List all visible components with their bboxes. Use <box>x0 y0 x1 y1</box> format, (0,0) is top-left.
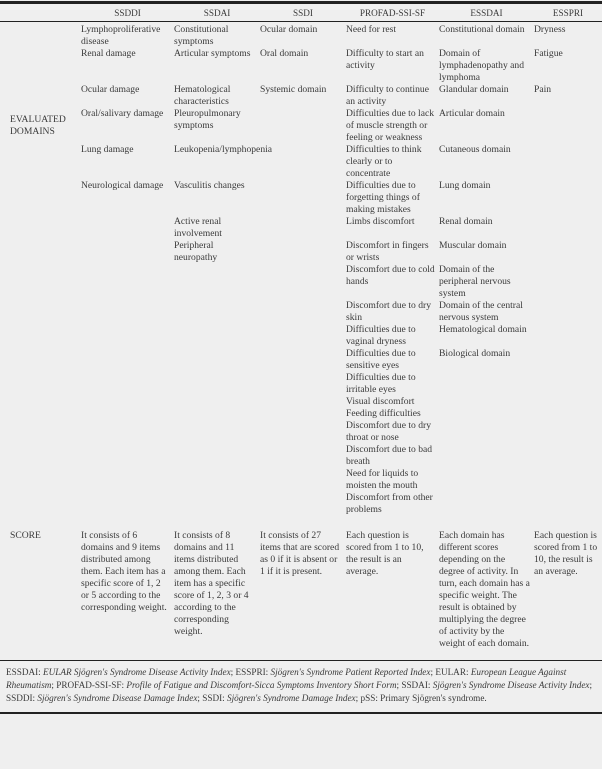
domain-cell: Domain of lymphadenopathy and lymphoma <box>439 48 524 83</box>
domain-cell: Renal damage <box>81 48 136 59</box>
footnote-definition: Sjögren's Syndrome Damage Index <box>227 693 356 703</box>
domain-cell: Discomfort due to dry skin <box>346 300 431 323</box>
domain-cell: Oral domain <box>260 48 309 59</box>
domain-cell: Dryness <box>534 24 566 35</box>
domain-cell: Difficulties to think clearly or to concentrate <box>346 144 422 179</box>
footnote-abbr: SSDAI: <box>401 680 433 690</box>
domain-cell: Neurological damage <box>81 180 164 191</box>
score-row <box>0 516 602 656</box>
domain-cell: Biological domain <box>439 348 511 359</box>
footnote-separator: . <box>484 693 487 703</box>
score-cell: It consists of 27 items that are scored as 0 if it is absent or 1 if it is present. <box>260 530 340 577</box>
header-row <box>0 4 602 22</box>
domain-cell: Constitutional domain <box>439 24 525 35</box>
header-corner <box>0 7 81 19</box>
domain-cell: Difficulty to start an activity <box>346 48 424 71</box>
domain-cell: Discomfort due to bad breath <box>346 444 433 467</box>
domain-cell: Difficulties due to sensitive eyes <box>346 348 416 371</box>
domain-cell: Domain of the central nervous system <box>439 300 523 323</box>
footnote-entry <box>202 693 360 703</box>
footnote-separator: ; <box>197 693 203 703</box>
footnote-definition: Primary Sjögren's syndrome <box>380 693 485 703</box>
domain-cell: Renal domain <box>439 216 493 227</box>
score-cell: It consists of 6 domains and 9 items distributed among them. Each item has a specific score of 1, 2 or 5 according to the corresponding weight. <box>81 530 167 613</box>
footnote-definition: EULAR Sjögren's Syndrome Disease Activity Index <box>43 667 231 677</box>
footnote-abbr: pSS: <box>360 693 381 703</box>
row-label-score: SCORE <box>10 530 41 541</box>
footnote-abbr: SSDDI: <box>6 693 38 703</box>
domain-cell: Difficulties due to lack of muscle strength or feeling or weakness <box>346 108 435 143</box>
footnote-separator: ; <box>230 667 236 677</box>
footnote-entry <box>6 667 236 677</box>
domain-cell: Lung domain <box>439 180 491 191</box>
footnote-definition: Profile of Fatigue and Discomfort-Sicca Symptoms Inventory Short Form <box>126 680 397 690</box>
table-footnote <box>0 660 602 714</box>
footnote-entry <box>236 667 436 677</box>
domain-cell: Discomfort from other problems <box>346 492 433 515</box>
footnote-definition: Sjögren's Syndrome Patient Reported Index <box>270 667 431 677</box>
domain-cell: Feeding difficulties <box>346 408 421 419</box>
column-header-esspri: ESSPRI <box>552 8 584 18</box>
domain-cell: Active renal involvement <box>174 216 222 239</box>
column-header-ssdi: SSDI <box>293 8 313 18</box>
domain-cell: Hematological characteristics <box>174 84 231 107</box>
column-header-ssdai: SSDAI <box>203 8 231 18</box>
domain-cell: Ocular damage <box>81 84 140 95</box>
column-header-ssddi: SSDDI <box>114 8 141 18</box>
footnote-definition: Sjögren's Syndrome Disease Damage Index <box>37 693 198 703</box>
column-header-essdai: ESSDAI <box>470 8 503 18</box>
domain-cell: Systemic domain <box>260 84 327 95</box>
domain-cell: Difficulties due to irritable eyes <box>346 372 416 395</box>
domain-cell: Hematological domain <box>439 324 527 335</box>
domain-cell: Limbs discomfort <box>346 216 415 227</box>
score-cell: Each question is scored from 1 to 10, the result is an average. <box>346 530 424 577</box>
score-cell: Each question is scored from 1 to 10, the result is an average. <box>534 530 598 577</box>
footnote-separator: ; <box>51 680 57 690</box>
footnote-definition: European League Against Rheumatism <box>6 667 567 690</box>
domain-cell: Lung damage <box>81 144 134 155</box>
comparison-table <box>0 1 602 656</box>
footnote-entry <box>6 693 202 703</box>
footnote-abbr: PROFAD-SSI-SF: <box>56 680 127 690</box>
domain-cell: Difficulties due to forgetting things of making mistakes <box>346 180 420 215</box>
domain-cell: Leukopenia/lymphopenia <box>174 144 273 155</box>
domain-cell: Pleuropulmonary symptoms <box>174 108 241 131</box>
domain-cell: Vasculitis changes <box>174 180 245 191</box>
footnote-separator: ; <box>430 667 436 677</box>
domain-cell: Discomfort due to cold hands <box>346 264 435 287</box>
domain-cell: Need for liquids to moisten the mouth <box>346 468 419 491</box>
footnote-abbr: ESSDAI: <box>6 667 44 677</box>
footnote-entry <box>56 680 401 690</box>
domain-cell: Discomfort in fingers or wrists <box>346 240 429 263</box>
domain-cell: Glandular domain <box>439 84 509 95</box>
score-cell: It consists of 8 domains and 11 items distributed among them. Each item has a specific score of 1, 2, 3 or 4 according to the corresponding weight. <box>174 530 249 637</box>
footnote-separator: ; <box>589 680 593 690</box>
score-cell: Each domain has different scores depending on the degree of activity. In turn, each domain has a specific weight. The result is obtained by multiplying the degree of activity by the weight of each domain. <box>439 530 530 649</box>
domain-cell: Fatigue <box>534 48 563 59</box>
domain-cell: Need for rest <box>346 24 397 35</box>
row-label-evaluated-domains: EVALUATED DOMAINS <box>10 114 66 137</box>
domain-cell: Ocular domain <box>260 24 318 35</box>
domain-cell: Domain of the peripheral nervous system <box>439 264 511 299</box>
column-header-profad-ssi-sf: PROFAD-SSI-SF <box>359 8 426 18</box>
footnote-separator: ; <box>396 680 402 690</box>
footnote-entry <box>401 680 592 690</box>
footnote-abbr: EULAR: <box>435 667 471 677</box>
domain-cell: Peripheral neuropathy <box>174 240 218 263</box>
domain-cell: Lymphoproliferative disease <box>81 24 161 47</box>
domain-cell: Difficulties due to vaginal dryness <box>346 324 416 347</box>
domain-cell: Difficulty to continue an activity <box>346 84 429 107</box>
domain-cell: Articular symptoms <box>174 48 251 59</box>
evaluated-domains-section <box>0 22 602 516</box>
footnote-abbr: SSDI: <box>202 693 228 703</box>
domain-cell: Pain <box>534 84 552 95</box>
domain-cell: Visual discomfort <box>346 396 415 407</box>
footnote-definition: Sjögren's Syndrome Disease Activity Index <box>432 680 590 690</box>
footnote-entry <box>361 693 487 703</box>
domain-cell: Discomfort due to dry throat or nose <box>346 420 431 443</box>
footnote-separator: ; <box>355 693 361 703</box>
domain-cell: Muscular domain <box>439 240 507 251</box>
domain-cell: Cutaneous domain <box>439 144 511 155</box>
domain-cell: Constitutional symptoms <box>174 24 229 47</box>
domain-cell: Articular domain <box>439 108 505 119</box>
footnote-abbr: ESSPRI: <box>235 667 271 677</box>
domain-cell: Oral/salivary damage <box>81 108 164 119</box>
